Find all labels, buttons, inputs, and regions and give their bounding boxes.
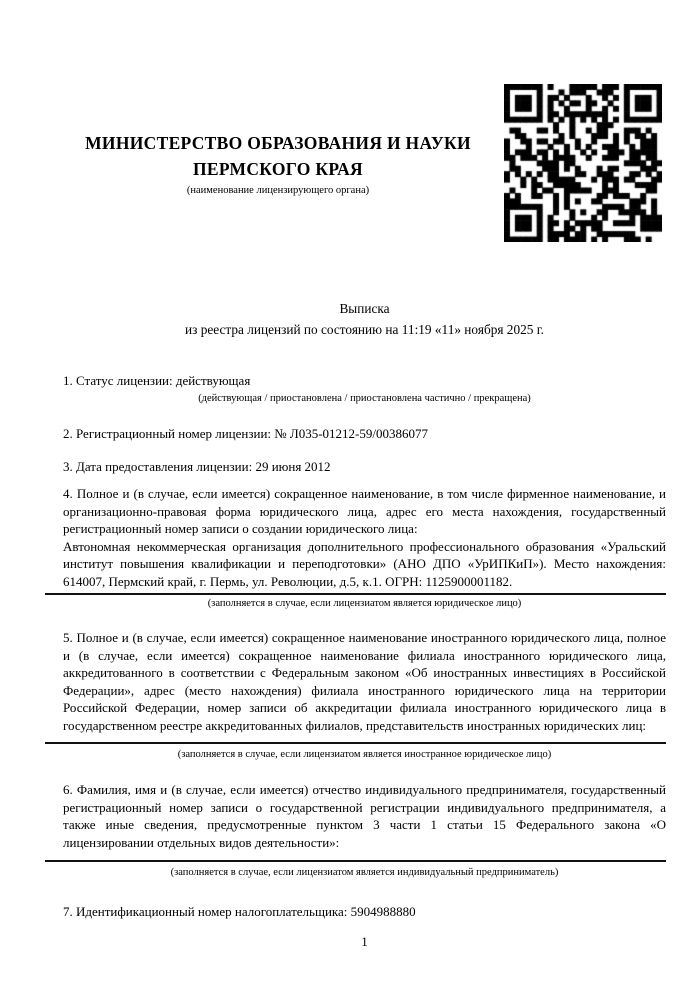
field-foreign-entity-label: 5. Полное и (в случае, если имеется) сокращенное наименование иностранного юридического лица, полное и (в случае, если имеется) сокращенное наименование филиала иностранного юридического лица, аккредитованного в соответствии с Федеральным законом «Об иностранных инвестициях в Российской Федерации», адрес (место нахождения) филиала иностранного юридического лица на территории Российской Федерации, номер записи об аккредитации филиала иностранного юридического лица в государственном реестре аккредитованных филиалов, представительств иностранных юридических лиц: <box>63 630 666 733</box>
page-number: 1 <box>361 934 368 949</box>
field-legal-entity-caption: (заполняется в случае, если лицензиатом является юридическое лицо) <box>207 598 522 609</box>
field-license-date: 3. Дата предоставления лицензии: 29 июня 2012 <box>63 459 331 474</box>
field-entrepreneur-caption: (заполняется в случае, если лицензиатом является индивидуальный предприниматель) <box>170 867 559 878</box>
field-legal-entity <box>63 485 666 590</box>
field-entrepreneur-label: 6. Фамилия, имя и (в случае, если имеется) отчество индивидуального предпринимателя, государственный регистрационный номер записи о государственной регистрации индивидуального предпринимателя, а также иные сведения, предусмотренные пунктом 3 части 1 статьи 15 Федерального закона «О лицензировании отдельных видов деятельности»: <box>63 782 666 850</box>
document-title-line1: Выписка <box>339 301 390 316</box>
field-license-status: 1. Статус лицензии: действующая <box>63 373 251 388</box>
document-title <box>63 298 666 340</box>
field-legal-entity-value: Автономная некоммерческая организация дополнительного профессионального образования «Уральский институт повышения квалификации и переподготовки» (АНО ДПО «УрИПКиП»). Место нахождения: 614007, Пермский край, г. Пермь, ул. Революции, д.5, к.1. ОГРН: 1125900001182. <box>63 538 666 589</box>
field-license-status-caption: (действующая / приостановлена / приостановлена частично / прекращена) <box>198 393 531 404</box>
licensing-authority-header <box>63 130 493 196</box>
fill-in-line <box>45 742 666 744</box>
ministry-name-line2: ПЕРМСКОГО КРАЯ <box>193 159 363 179</box>
field-inn: 7. Идентификационный номер налогоплательщика: 5904988880 <box>63 904 416 919</box>
document-title-line2: из реестра лицензий по состоянию на 11:19 «11» ноября 2025 г. <box>185 322 544 337</box>
ministry-name-caption: (наименование лицензирующего органа) <box>186 185 370 196</box>
field-registration-number: 2. Регистрационный номер лицензии: № Л035-01212-59/00386077 <box>63 426 429 441</box>
qr-code-icon <box>504 84 662 242</box>
field-legal-entity-label: 4. Полное и (в случае, если имеется) сокращенное наименование, в том числе фирменное наименование, и организационно-правовая форма юридического лица, адрес его места нахождения, государственный регистрационный номер записи о создании юридического лица: <box>63 486 666 536</box>
fill-in-line <box>45 593 666 595</box>
document-body <box>63 298 666 950</box>
ministry-name-line1: МИНИСТЕРСТВО ОБРАЗОВАНИЯ И НАУКИ <box>85 133 471 153</box>
field-foreign-entity-caption: (заполняется в случае, если лицензиатом является иностранное юридическое лицо) <box>177 749 552 760</box>
fill-in-line <box>45 860 666 862</box>
